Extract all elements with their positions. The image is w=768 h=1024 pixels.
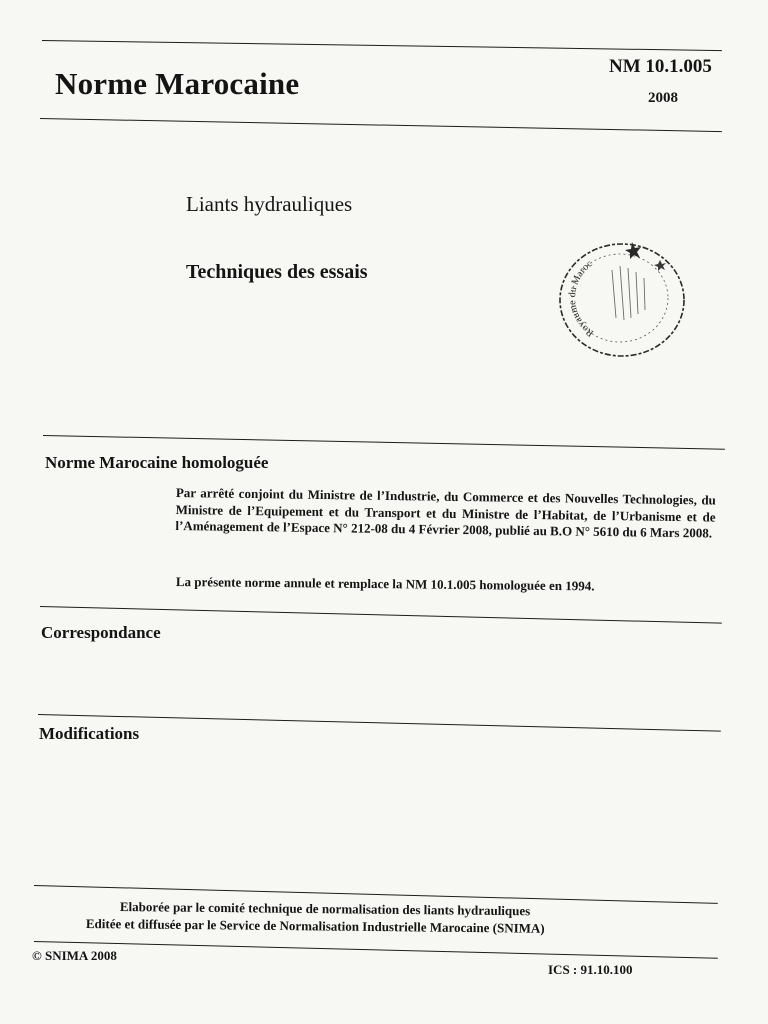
footer-bottom-rule bbox=[34, 941, 718, 959]
top-rule bbox=[42, 40, 722, 51]
official-stamp bbox=[554, 236, 686, 360]
stamp-text: Royaume du Maroc bbox=[566, 258, 596, 339]
replacement-note: La présente norme annule et remplace la NM 10.1.005 homologuée en 1994. bbox=[175, 574, 595, 594]
stamp-inner-marks bbox=[612, 266, 645, 320]
footer-publisher-line: Editée et diffusée par le Service de Normalisation Industrielle Marocaine (SNIMA) bbox=[85, 916, 545, 936]
ics-code: ICS : 91.10.100 bbox=[548, 962, 633, 977]
modifications-heading: Modifications bbox=[39, 724, 140, 743]
header-title: Norme Marocaine bbox=[55, 66, 300, 101]
homologation-rule bbox=[43, 435, 725, 450]
copyright-notice: © SNIMA 2008 bbox=[32, 948, 117, 963]
norm-code: NM 10.1.005 bbox=[609, 56, 712, 77]
correspondance-heading: Correspondance bbox=[41, 623, 161, 642]
document-title: Techniques des essais bbox=[186, 261, 368, 283]
homologation-paragraph: Par arrêté conjoint du Ministre de l’Industrie, du Commerce et des Nouvelles Technologies, du Ministre de l’Equipement et du Transport et du Ministre de l’Habitat, de l’Urbanisme et de l’Aménagement de l’Espace N° 212-08 du 4 Février 2008, publié au B.O N° 5610 du 6 Mars 2008. bbox=[175, 485, 716, 541]
norm-year: 2008 bbox=[648, 90, 678, 106]
correspondance-rule bbox=[40, 606, 722, 624]
modifications-rule bbox=[38, 714, 721, 732]
homologation-heading: Norme Marocaine homologuée bbox=[45, 453, 269, 472]
document-subtitle: Liants hydrauliques bbox=[186, 192, 353, 216]
footer-committee-line: Elaborée par le comité technique de normalisation des liants hydrauliques bbox=[119, 899, 531, 919]
star-icon bbox=[654, 260, 666, 271]
header-bottom-rule bbox=[40, 118, 722, 132]
